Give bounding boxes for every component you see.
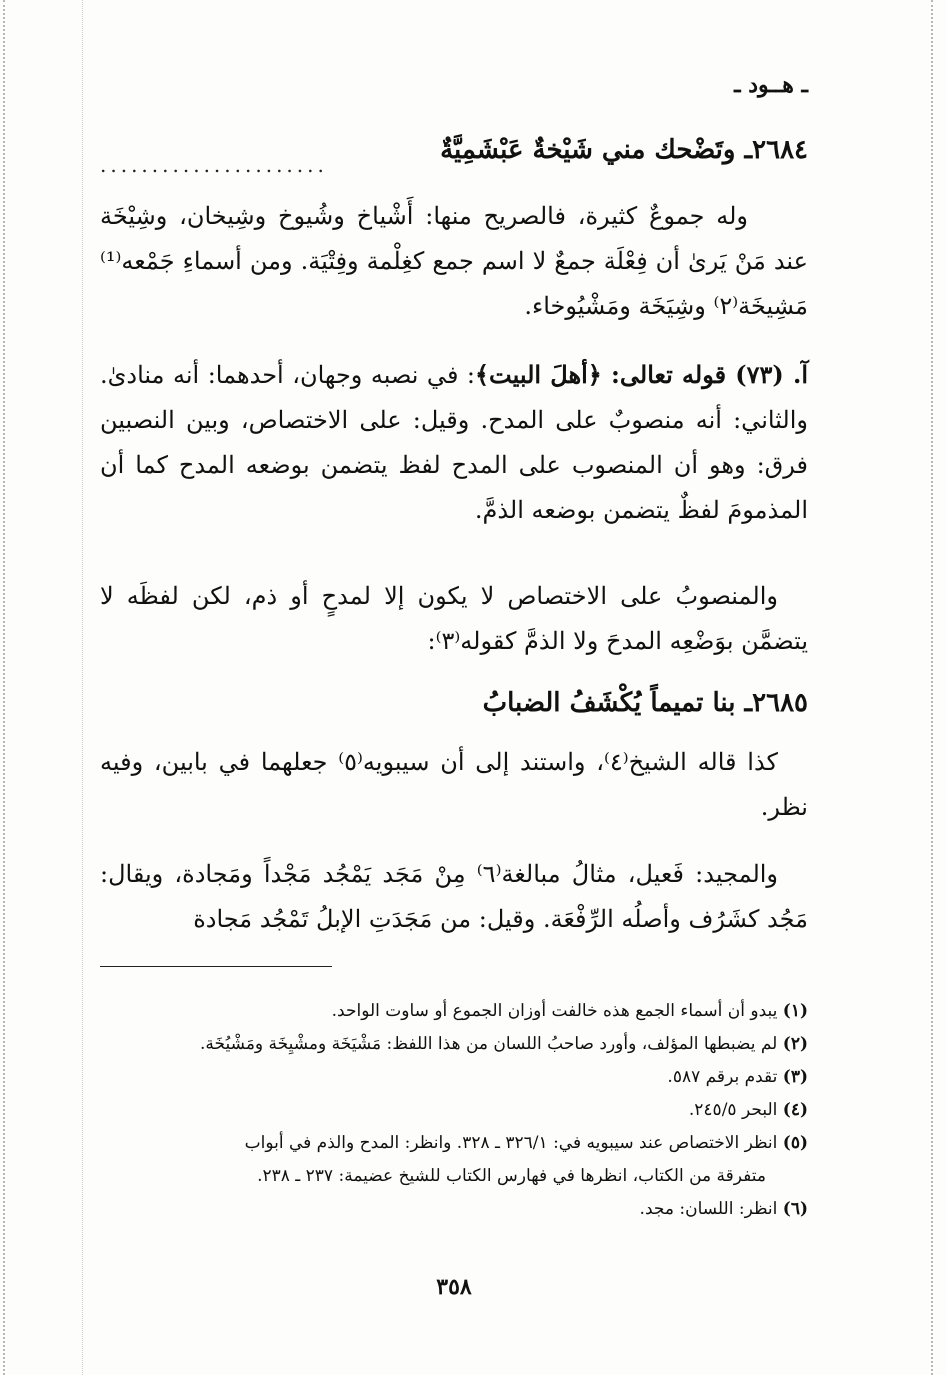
right-margin-guide [931, 0, 933, 1375]
paragraph-ahl-al-bayt [100, 352, 808, 533]
paragraph-text: وله جموعٌ كثيرة، فالصريح منها: أَشْياخ وشُيوخ وشِيخان، وشِيْخَة عند مَنْ يَرىٰ أن فِعْلَة جمعٌ لا اسم جمع كغِلْمة وفِتْيَة. ومن أسماءِ جَمْعه⁽¹⁾ مَشِيخَة⁽٢⁾ وشِيَخَة ومَشْيُوخاء. [100, 202, 808, 320]
verse-text: ٢٦٨٤ـ وتَضْحك مني شَيْخةٌ عَبْشَمِيَّةٌ [440, 135, 808, 165]
footnote-4: (٤) البحر ٢٤٥/٥. [688, 1100, 808, 1120]
paragraph-text: والمجيد: فَعيل، مثالُ مبالغة⁽٦⁾ مِنْ مَجَد يَمْجُد مَجْداً ومَجادة، ويقال: مَجُد كشَرُف وأصلُه الرِّفْعَة. وقيل: من مَجَدَتِ الإبلُ تَمْجُد مَجادة [100, 860, 808, 933]
paragraph-majid [100, 852, 808, 942]
paragraph-text: والمنصوبُ على الاختصاص لا يكون إلا لمدحٍ أو ذم، لكن لفظَه لا يتضمَّن بوَضْعِه المدحَ ولا الذمَّ كقوله⁽٣⁾: [100, 582, 808, 655]
verse-text: ٢٦٨٥ـ بنا تميماً يُكْشَفُ الضبابُ [482, 688, 808, 718]
footnote-2: (٢) لم يضبطها المؤلف، وأورد صاحبُ اللسان من هذا اللفظ: مَشْيَخَة ومشْيِخَة ومَشْيُخَة. [200, 1034, 808, 1054]
running-header: ـ هــود ـ [734, 72, 808, 98]
verse-2684 [100, 135, 808, 175]
footnote-5: (٥) انظر الاختصاص عند سيبويه في: ٣٢٦/١ ـ ٣٢٨. وانظر: المدح والذم في أبواب [244, 1133, 808, 1153]
paragraph-shaykh [100, 740, 808, 830]
footnote-6: (٦) انظر: اللسان: مجد. [639, 1199, 808, 1219]
verse-2685 [100, 688, 808, 718]
verse-ellipsis: ...................... [100, 153, 328, 177]
footnote-5-continuation: متفرقة من الكتاب، انظرها في فهارس الكتاب للشيخ عضيمة: ٢٣٧ ـ ٢٣٨. [257, 1166, 766, 1186]
paragraph-text: كذا قاله الشيخ⁽٤⁾، واستند إلى أن سيبويه⁽٥⁾ جعلهما في بابين، وفيه نظر. [100, 748, 808, 821]
paragraph-plurals [100, 194, 808, 329]
paragraph-text [100, 352, 808, 533]
footnote-1: (١) يبدو أن أسماء الجمع هذه خالفت أوزان الجموع أو ساوت الواحد. [331, 1001, 808, 1021]
verse-reference: آ. (٧٣) قوله تعالى: ﴿أهلَ البيت﴾ [474, 360, 808, 389]
paragraph-specification [100, 574, 808, 664]
footnotes [100, 995, 808, 1226]
footnote-separator [100, 966, 332, 967]
left-margin-guide [3, 0, 5, 1375]
footnote-3: (٣) تقدم برقم ٥٨٧. [667, 1067, 808, 1087]
inner-margin-guide [82, 0, 83, 1375]
page-number: ٣٥٨ [436, 1274, 472, 1300]
paragraph-body: : في نصبه وجهان، أحدهما: أنه منادىٰ. والثاني: أنه منصوبٌ على المدح. وقيل: على الاختصاص، وبين النصبين فرق: وهو أن المنصوب على المدح لفظ يتضمن بوضعه المدح كما أن المذمومَ لفظٌ يتضمن بوضعه الذمَّ. [100, 361, 808, 524]
